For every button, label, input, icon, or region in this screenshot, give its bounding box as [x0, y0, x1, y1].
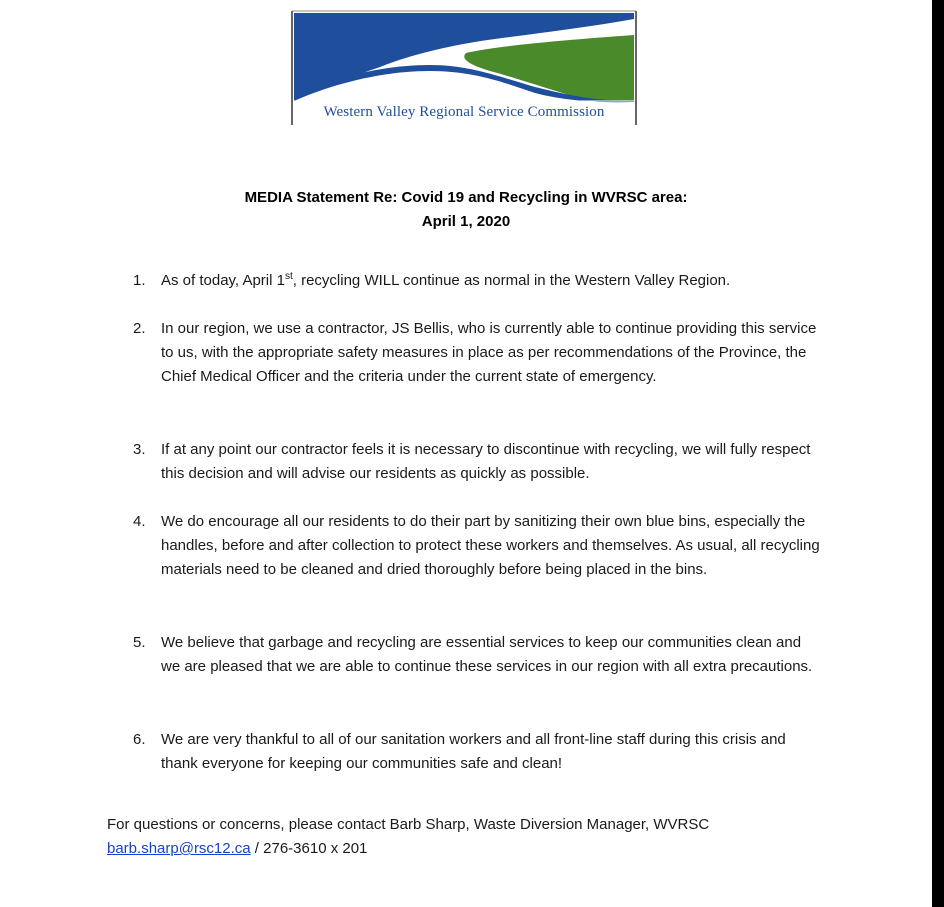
logo	[290, 9, 638, 127]
list-item-text-part: As of today, April 1	[161, 272, 285, 289]
list-item-text: In our region, we use a contractor, JS Bellis, who is currently able to continue providing this service to us, with the appropriate safety measures in place as per recommendations of the Province, the Chief Medical Officer and the criteria under the current state of emergency.	[161, 320, 817, 385]
list-item-text: We are very thankful to all of our sanitation workers and all front-line staff during this crisis and thank everyone for keeping our communities safe and clean!	[161, 731, 786, 772]
list-item-text: We do encourage all our residents to do their part by sanitizing their own blue bins, especially the handles, before and after collection to protect these workers and themselves. As usual, all recycling materials need to be cleaned and dried thoroughly before being placed in the bins.	[161, 513, 820, 578]
logo-caption: Western Valley Regional Service Commission	[323, 104, 605, 120]
contact-footer	[107, 813, 867, 861]
list-item-text-part: , recycling WILL continue as normal in the Western Valley Region.	[292, 272, 731, 289]
contact-line: For questions or concerns, please contact Barb Sharp, Waste Diversion Manager, WVRSC	[107, 816, 710, 833]
statement-heading	[0, 186, 932, 234]
list-item-number: 3.	[133, 441, 146, 458]
email-link[interactable]: barb.sharp@rsc12.ca	[107, 840, 251, 857]
heading-title: MEDIA Statement Re: Covid 19 and Recycling in WVRSC area:	[244, 189, 688, 206]
list-item-text: If at any point our contractor feels it is necessary to discontinue with recycling, we will fully respect this decision and will advise our residents as quickly as possible.	[161, 441, 811, 482]
ordinal-suffix: st	[284, 271, 293, 282]
window-edge	[932, 0, 944, 907]
list-item-text	[161, 269, 821, 293]
list-item-text: We believe that garbage and recycling are essential services to keep our communities clean and we are pleased that we are able to continue these services in our region with all extra precautions.	[161, 634, 813, 675]
list-item-number: 4.	[133, 513, 146, 530]
list-item-number: 1.	[133, 272, 146, 289]
list-item-number: 2.	[133, 320, 146, 337]
phone-number: / 276-3610 x 201	[250, 840, 368, 857]
list-item-number: 6.	[133, 731, 146, 748]
heading-date: April 1, 2020	[421, 213, 511, 230]
contact-details	[107, 837, 867, 861]
list-item-number: 5.	[133, 634, 146, 651]
